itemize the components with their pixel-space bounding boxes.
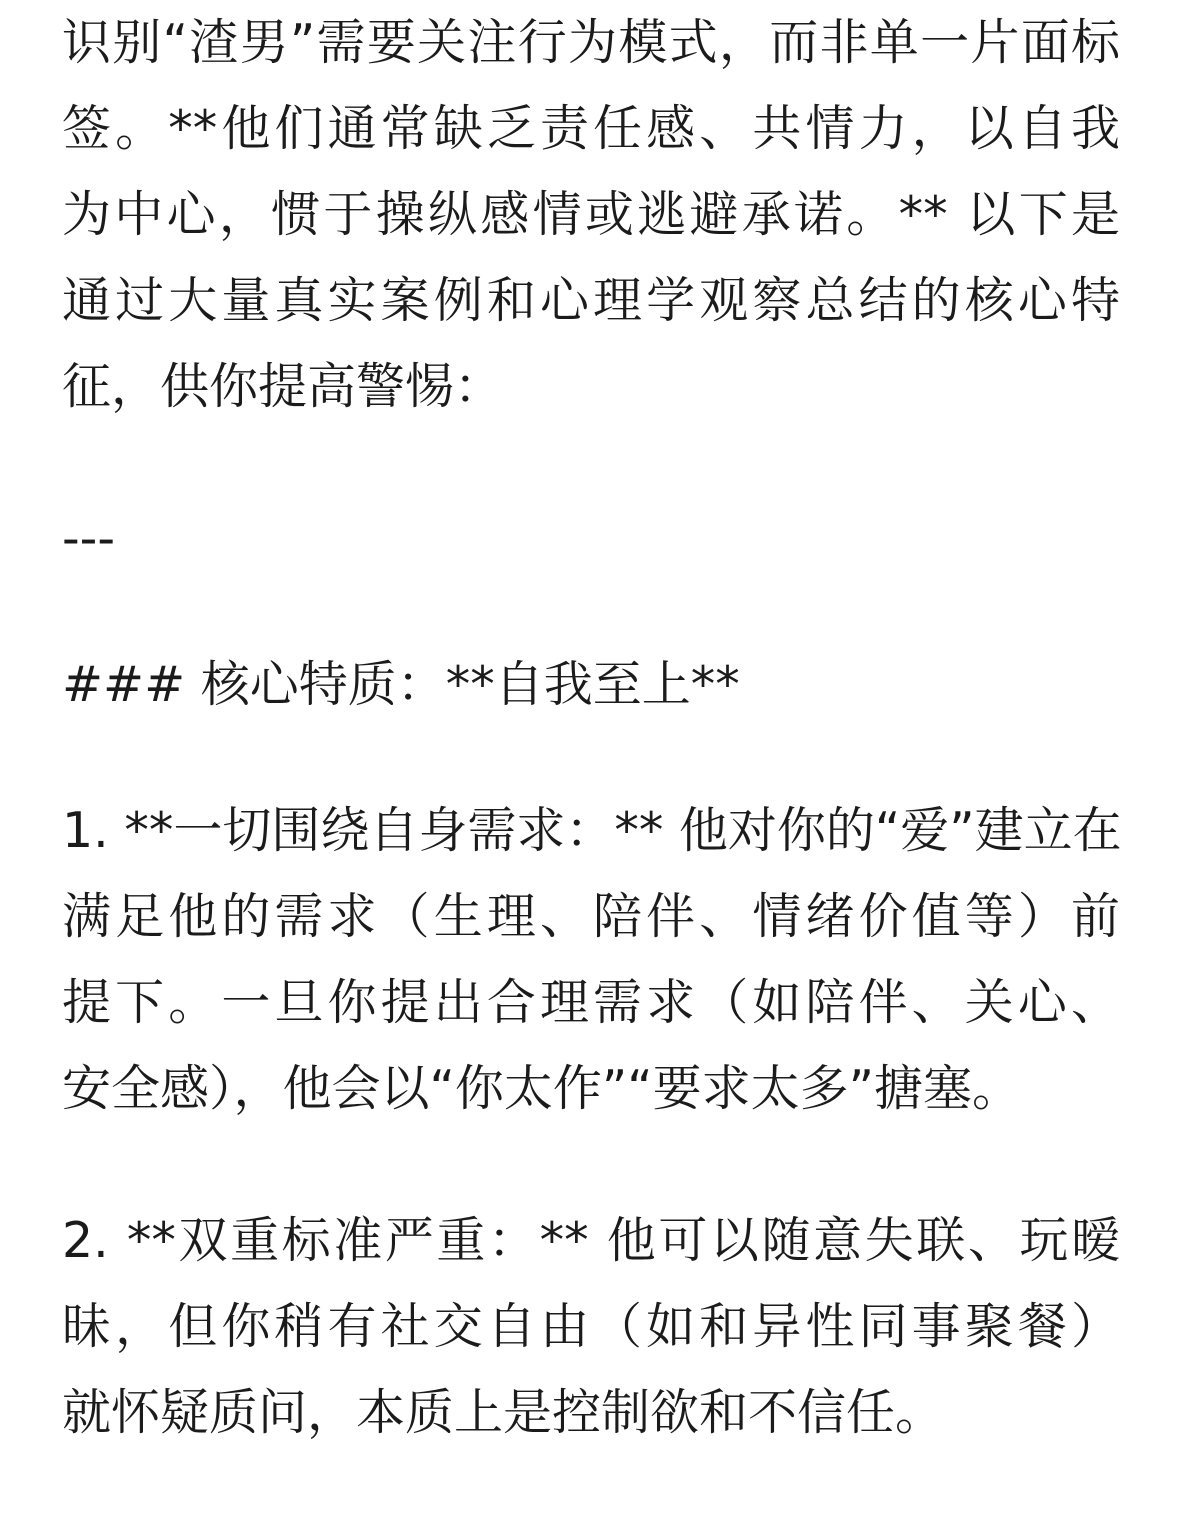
item-1-line-1: 1. **一切围绕自身需求：** 他对你的“爱”建立在 [62,802,1122,859]
item-1-line-3: 提下。一旦你提出合理需求（如陪伴、关心、 [62,974,1120,1031]
section-heading: ### 核心特质：**自我至上** [62,656,740,713]
markdown-separator: --- [62,510,116,567]
intro-line-1: 识别“渣男”需要关注行为模式，而非单一片面标 [62,14,1120,71]
item-2-line-2: 昧，但你稍有社交自由（如和异性同事聚餐） [62,1298,1120,1355]
item-2-line-3: 就怀疑质问，本质上是控制欲和不信任。 [62,1384,945,1441]
intro-line-2: 签。**他们通常缺乏责任感、共情力，以自我 [62,100,1120,157]
intro-line-4: 通过大量真实案例和心理学观察总结的核心特 [62,272,1120,329]
item-2-line-1: 2. **双重标准严重：** 他可以随意失联、玩暧 [62,1212,1120,1269]
intro-line-5: 征，供你提高警惕： [62,358,504,415]
intro-line-3: 为中心，惯于操纵感情或逃避承诺。** 以下是 [62,186,1120,243]
item-1-line-2: 满足他的需求（生理、陪伴、情绪价值等）前 [62,888,1120,945]
item-1-line-4: 安全感），他会以“你太作”“要求太多”搪塞。 [62,1060,1022,1117]
